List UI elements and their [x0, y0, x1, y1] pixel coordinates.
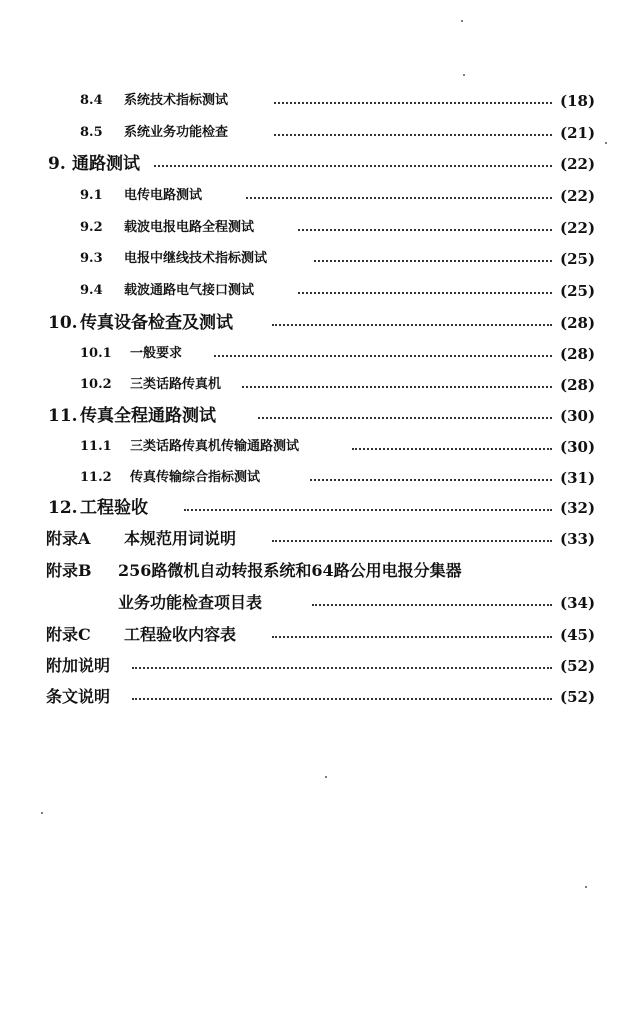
- scan-speck: [325, 776, 327, 778]
- toc-leader-dots: [272, 636, 552, 638]
- toc-entry-page: (33): [560, 530, 596, 548]
- toc-entry[interactable]: [0, 246, 634, 272]
- toc-entry[interactable]: [0, 215, 634, 241]
- scan-speck: [461, 20, 463, 22]
- toc-entry[interactable]: [0, 151, 634, 177]
- toc-entry-page: (25): [560, 282, 596, 300]
- toc-entry[interactable]: [0, 120, 634, 146]
- toc-entry[interactable]: [0, 183, 634, 209]
- toc-entry-page: (30): [560, 407, 596, 425]
- toc-entry[interactable]: [0, 622, 634, 648]
- toc-leader-dots: [298, 229, 552, 231]
- toc-entry-title: 通路测试: [72, 154, 140, 174]
- toc-entry-number: 11.1: [80, 439, 112, 454]
- toc-entry[interactable]: [0, 558, 634, 584]
- toc-entry-number: 12.: [48, 498, 78, 518]
- toc-entry-title: 256路微机自动转报系统和64路公用电报分集器: [118, 561, 462, 580]
- toc-leader-dots: [184, 509, 552, 511]
- toc-entry-title: 系统业务功能检查: [124, 125, 229, 140]
- toc-leader-dots: [132, 698, 552, 700]
- toc-leader-dots: [352, 448, 552, 450]
- toc-leader-dots: [258, 417, 552, 419]
- toc-entry-title: 系统技术指标测试: [124, 93, 229, 108]
- toc-entry-number: 附录B: [46, 561, 92, 580]
- toc-entry-number: 10.: [48, 313, 78, 333]
- toc-entry-page: (32): [560, 499, 596, 517]
- toc-entry-number: 9.: [48, 154, 66, 174]
- toc-leader-dots: [298, 292, 552, 294]
- toc-entry-number: 8.5: [80, 125, 103, 140]
- toc-entry[interactable]: [0, 278, 634, 304]
- toc-leader-dots: [154, 165, 552, 167]
- toc-entry-number: 附录C: [46, 625, 91, 644]
- toc-entry-page: (22): [560, 155, 596, 173]
- toc-entry-title: 载波通路电气接口测试: [124, 283, 255, 298]
- scan-speck: [41, 812, 43, 814]
- toc-entry[interactable]: [0, 684, 634, 710]
- toc-entry-number: 11.2: [80, 470, 112, 485]
- toc-entry-title: 业务功能检查项目表: [118, 593, 263, 612]
- toc-leader-dots: [314, 260, 552, 262]
- toc-entry-page: (52): [560, 657, 596, 675]
- toc-entry[interactable]: [0, 341, 634, 367]
- toc-leader-dots: [274, 134, 552, 136]
- toc-entry-title: 电报中继线技术指标测试: [124, 251, 268, 266]
- toc-entry[interactable]: [0, 465, 634, 491]
- toc-entry-title: 本规范用词说明: [124, 529, 237, 548]
- toc-entry-title: 传真传输综合指标测试: [130, 470, 261, 485]
- scan-speck: [605, 142, 607, 144]
- toc-leader-dots: [132, 667, 552, 669]
- scan-speck: [463, 74, 465, 76]
- toc-entry-title: 传真全程通路测试: [80, 406, 216, 426]
- toc-entry[interactable]: [0, 590, 634, 616]
- toc-entry-page: (22): [560, 219, 596, 237]
- toc-entry-title: 一般要求: [130, 346, 183, 361]
- toc-entry-title: 附加说明: [46, 656, 111, 675]
- toc-leader-dots: [310, 479, 552, 481]
- toc-entry-page: (25): [560, 250, 596, 268]
- toc-entry-title: 传真设备检查及测试: [80, 313, 233, 333]
- toc-entry-title: 条文说明: [46, 687, 111, 706]
- toc-entry-title: 三类话路传真机传输通路测试: [130, 439, 300, 454]
- toc-entry-page: (30): [560, 438, 596, 456]
- toc-entry[interactable]: [0, 434, 634, 460]
- toc-entry-page: (52): [560, 688, 596, 706]
- toc-entry-number: 10.2: [80, 377, 112, 392]
- toc-entry[interactable]: [0, 372, 634, 398]
- toc-leader-dots: [214, 355, 552, 357]
- toc-entry-number: 9.3: [80, 251, 103, 266]
- toc-entry-number: 11.: [48, 406, 78, 426]
- toc-entry-number: 9.1: [80, 188, 103, 203]
- toc-entry-number: 10.1: [80, 346, 112, 361]
- toc-leader-dots: [272, 540, 552, 542]
- toc-entry-number: 9.4: [80, 283, 103, 298]
- toc-entry-page: (28): [560, 345, 596, 363]
- toc-entry-number: 附录A: [46, 529, 91, 548]
- toc-entry-title: 载波电报电路全程测试: [124, 220, 255, 235]
- toc-entry-page: (45): [560, 626, 596, 644]
- toc-entry[interactable]: [0, 310, 634, 336]
- toc-entry[interactable]: [0, 88, 634, 114]
- toc-entry-page: (31): [560, 469, 596, 487]
- toc-entry[interactable]: [0, 495, 634, 521]
- toc-leader-dots: [246, 197, 552, 199]
- toc-leader-dots: [274, 102, 552, 104]
- toc-entry-page: (22): [560, 187, 596, 205]
- toc-entry[interactable]: [0, 526, 634, 552]
- toc-entry-page: (28): [560, 376, 596, 394]
- toc-entry-number: 8.4: [80, 93, 103, 108]
- toc-leader-dots: [272, 324, 552, 326]
- toc-entry-number: 9.2: [80, 220, 103, 235]
- toc-entry-title: 工程验收内容表: [124, 625, 237, 644]
- toc-entry-title: 工程验收: [80, 498, 148, 518]
- toc-entry-page: (21): [560, 124, 596, 142]
- toc-leader-dots: [242, 386, 552, 388]
- toc-entry[interactable]: [0, 653, 634, 679]
- toc-entry-title: 三类话路传真机: [130, 377, 222, 392]
- toc-entry-title: 电传电路测试: [124, 188, 203, 203]
- toc-entry-page: (18): [560, 92, 596, 110]
- scan-speck: [585, 886, 587, 888]
- toc-leader-dots: [312, 604, 552, 606]
- toc-entry-page: (34): [560, 594, 596, 612]
- toc-entry-page: (28): [560, 314, 596, 332]
- toc-entry[interactable]: [0, 403, 634, 429]
